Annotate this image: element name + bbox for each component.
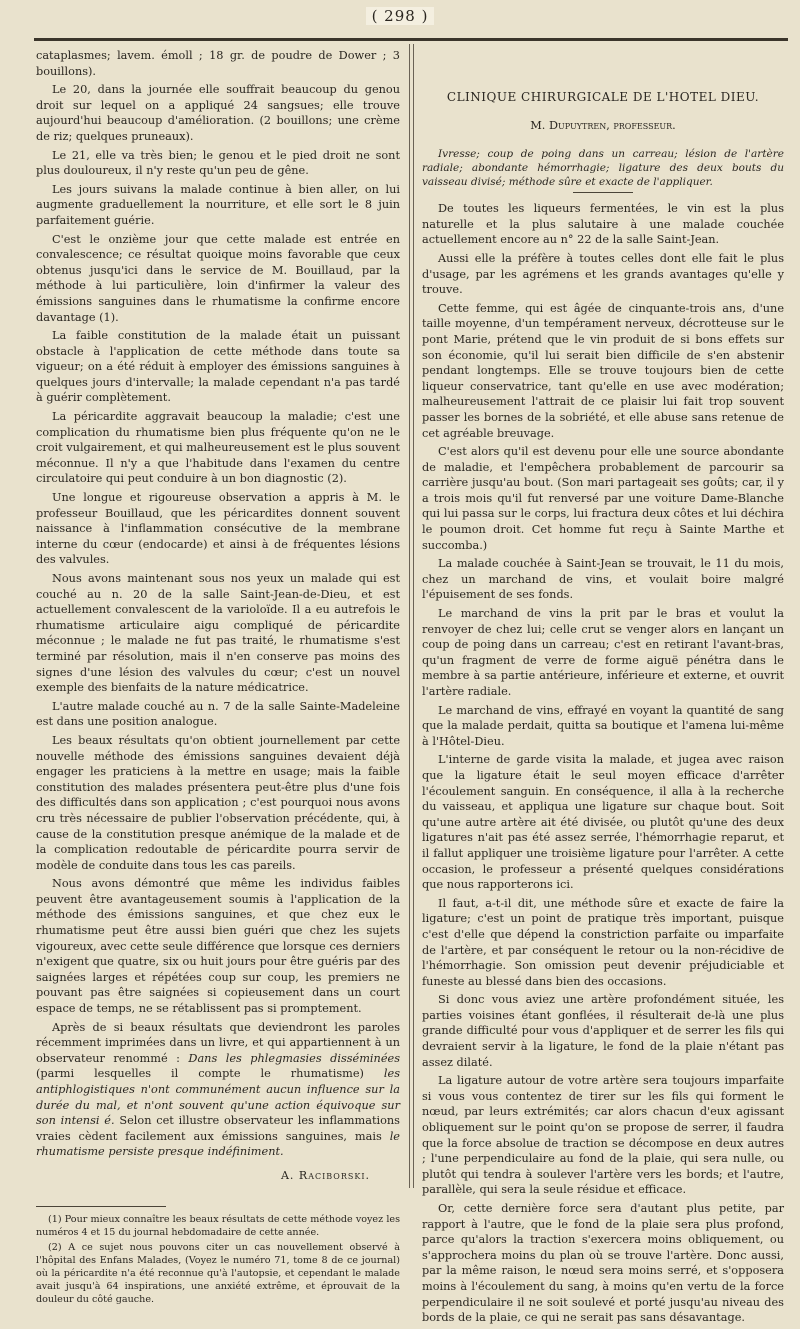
- paragraph: L'interne de garde visita la malade, et jugea avec raison que la ligature était le seul moyen efficace d'arrêter l'écoulement sanguin. En conséquence, il alla à la recherche du vaisseau, et appliqua une ligature sur chaque bout. Soit qu'une autre artère ait été divisée, ou plutôt qu'une des deux ligatures n'ait pas été assez serrée, l'hémorrhagie reparut, et il fallut appliquer une troisième ligature pour l'arrêter. A cette occasion, le professeur a présenté quelques considérations que nous rapporterons ici.: [422, 753, 784, 892]
- footnote-rule: [36, 1206, 166, 1207]
- column-divider: [413, 44, 414, 1188]
- paragraph: Le marchand de vins, effrayé en voyant la quantité de sang que la malade perdait, quitta sa boutique et l'amena lui-même à l'Hôtel-Dieu.: [422, 703, 784, 748]
- text-run: Selon cet illustre observateur les inflammations vraies cèdent facilement aux émissions sanguines, mais: [36, 1114, 400, 1143]
- paragraph: Le 21, elle va très bien; le genou et le pied droit ne sont plus douloureux, il n'y reste qu'un peu de gêne.: [36, 148, 400, 178]
- paragraph: C'est alors qu'il est devenu pour elle une source abondante de maladie, et l'empêchera probablement de parcourir sa carrière jusqu'au bout. (Son mari partageait ses goûts; car, il y a trois mois qu'il fut renversé par une voiture Dame-Blanche qui lui passa sur le corps, lui fractura deux côtes et lui déchira le poumon droit. Cet homme fut reçu à Sainte Marthe et succomba.): [422, 445, 784, 552]
- paragraph: La péricardite aggravait beaucoup la maladie; c'est une complication du rhumatisme bien plus fréquente qu'on ne le croit vulgairement, et qui malheureusement est le plus souvent méconnue. Il n'y a que l'habitude dans l'examen du centre circulatoire qui peut conduire à un bon diagnostic (2).: [36, 410, 400, 486]
- paragraph: Si donc vous aviez une artère profondément située, les parties voisines étant gonflées, il résulterait de-là une plus grande difficulté pour vous d'appliquer et de serrer les fils qui devraient servir à la ligature, le fond de la plaie n'étant pas assez dilaté.: [422, 993, 784, 1069]
- quoted-text: le rhumatisme persiste presque indéfiniment.: [36, 1129, 400, 1159]
- closing-paragraph: [36, 1020, 400, 1160]
- paragraph: De toutes les liqueurs fermentées, le vin est la plus naturelle et la plus salutaire à une malade couchée actuellement encore au n° 22 de la salle Saint-Jean.: [422, 202, 784, 247]
- paragraph: cataplasmes; lavem. émoll ; 18 gr. de poudre de Dower ; 3 bouillons).: [36, 49, 400, 78]
- paragraph: C'est le onzième jour que cette malade est entrée en convalescence; ce résultat quoique moins favorable que ceux obtenus jusqu'ici dans le service de M. Bouillaud, par la méthode à lui particulière, loin d'infirmer la valeur des émissions sanguines dans le rhumatisme la confirme encore davantage (1).: [36, 232, 400, 324]
- paragraph: L'autre malade couché au n. 7 de la salle Sainte-Madeleine est dans une position analogue.: [36, 699, 400, 729]
- paragraph: Les beaux résultats qu'on obtient journellement par cette nouvelle méthode des émissions sanguines devaient déjà engager les praticiens à la mettre en usage; mais la faible constitution des malades présentera peut-être plus d'une fois des difficultés dans son application ; c'est pourquoi nous avons cru très nécessaire de publier l'observation précédente, qui, à cause de la constitution presque anémique de la malade et de la complication redoutable de péricardite pourra servir de modèle de conduite dans tous les cas pareils.: [36, 733, 400, 872]
- paragraph: Il faut, a-t-il dit, une méthode sûre et exacte de faire la ligature; c'est un point de pratique très important, puisque c'est d'elle que dépend la constriction parfaite ou imparfaite de l'artère, et par conséquent le retour ou la non-récidive de l'hémorrhagie. Son omission peut devenir préjudiciable et funeste au blessé dans bien des occasions.: [422, 896, 784, 988]
- paragraph: Le marchand de vins la prit par le bras et voulut la renvoyer de chez lui; celle crut se venger alors en lançant un coup de poing dans un carreau; c'est en retirant l'avant-bras, qu'un fragment de verre de forme aiguë pénétra dans le membre à sa partie antérieure, inférieure et externe, et ouvrit l'artère radiale.: [422, 607, 784, 698]
- paragraph: La faible constitution de la malade était un puissant obstacle à l'application de cette méthode dans toute sa vigueur; on a été réduit à employer des émissions sanguines à quelques jours d'intervalle; la malade cependant n'a pas tardé à guérir complètement.: [36, 329, 400, 405]
- paragraph: Aussi elle la préfère à toutes celles dont elle fait le plus d'usage, par les agrémens et les grands avantages qu'elle y trouve.: [422, 251, 784, 297]
- page-number: ( 298 ): [366, 7, 435, 25]
- author-signature: A. Raciborski.: [280, 1168, 370, 1182]
- paragraph: Nous avons maintenant sous nos yeux un malade qui est couché au n. 20 de la salle Saint-Jean-de-Dieu, et est actuellement convalescent de la varioloïde. Il a eu autrefois le rhumatisme articulaire aigu compliqué de péricardite méconnue ; le malade ne fut pas traité, le rhumatisme s'est terminé par résolution, mais il n'en conserve pas moins des signes d'une lésion des valvules du cœur; c'est un nouvel exemple des bienfaits de la nature médicatrice.: [36, 572, 400, 695]
- header-rule: [34, 38, 788, 44]
- column-divider: [409, 44, 410, 1188]
- footnote: (1) Pour mieux connaître les beaux résultats de cette méthode voyez les numéros 4 et 15 du journal hebdomadaire de cette année.: [36, 1213, 400, 1238]
- quoted-text: les antiphlogistiques n'ont communément aucun influence sur la durée du mal, et n'ont souvent qu'une action équivoque sur son intensi é.: [36, 1067, 400, 1128]
- article-professor: M. Dupuytren, professeur.: [530, 118, 676, 132]
- paragraph: Cette femme, qui est âgée de cinquante-trois ans, d'une taille moyenne, d'un tempérament nerveux, décrotteuse sur le pont Marie, prétend que le vin produit de si bons effets sur son économie, qu'il lui serait bien difficile de s'en abstenir pendant longtemps. Elle se trouve toujours bien de cette liqueur conservatrice, tant qu'elle en use avec modération; malheureusement l'attrait de ce plaisir lui fait trop souvent passer les bornes de la sobriété, et elle abuse sans retenue de cet agréable breuvage.: [422, 301, 784, 440]
- right-column: [422, 48, 784, 1329]
- paragraph: Le 20, dans la journée elle souffrait beaucoup du genou droit sur lequel on a appliqué 24 sangsues; elle trouve aujourd'hui beaucoup d'amélioration. (2 bouillons; une crème de riz; quelques pruneaux).: [36, 83, 400, 143]
- paragraph: Or, cette dernière force sera d'autant plus petite, par rapport à l'autre, que le fond de la plaie sera plus profond, parce qu'alors la traction s'exercera moins obliquement, ou s'approchera moins du plan où se trouve l'artère. Donc aussi, par la même raison, le nœud sera moins serré, et s'opposera moins à l'écoulement du sang, à moins qu'en vertu de la force perpendiculaire il ne soit soulevé et porté jusqu'au niveau des bords de la plaie, ce qui ne serait pas sans désavantage.: [422, 1202, 784, 1325]
- footnote: (2) A ce sujet nous pouvons citer un cas nouvellement observé à l'hôpital des Enfans Malades, (Voyez le numéro 71, tome 8 de ce journal) où la péricardite n'a été reconnue qu'à l'autopsie, et cependant le malade avait jusqu'à 64 inspirations, une anxiété extrême, et éprouvait de la douleur du côté gauche.: [36, 1241, 400, 1305]
- paragraph: La malade couchée à Saint-Jean se trouvait, le 11 du mois, chez un marchand de vins, et voulait boire malgré l'épuisement de ses fonds.: [422, 557, 784, 602]
- paragraph: Nous avons démontré que même les individus faibles peuvent être avantageusement soumis à l'application de la méthode des émissions sanguines, et que chez eux le rhumatisme peut être aussi bien guéri que chez les sujets vigoureux, avec cette seule différence que lorsque ces derniers n'exigent que quatre, six ou huit jours pour être guéris par des saignées larges et répétées coup sur coup, les premiers ne pouvant pas être saignées si copieusement dans un court espace de temps, ne se rétablissent pas si promptement.: [36, 877, 400, 1016]
- text-run: Après de si beaux résultats que deviendront les paroles récemment imprimées dans un livre, et qui appartiennent à un observateur renommé :: [36, 1020, 400, 1065]
- text-run: (parmi lesquelles il compte le rhumatisme): [36, 1067, 384, 1081]
- left-column: [36, 48, 400, 1308]
- paragraph: Une longue et rigoureuse observation a appris à M. le professeur Bouillaud, que les péricardites donnent souvent naissance à l'inflammation consécutive de la membrane interne du cœur (endocarde) et ainsi à de fréquentes lésions des valvules.: [36, 491, 400, 567]
- quoted-text: Dans les phlegmasies disséminées: [188, 1051, 400, 1065]
- article-title: CLINIQUE CHIRURGICALE DE L'HOTEL DIEU.: [446, 90, 760, 104]
- summary-rule: [573, 192, 633, 193]
- paragraph: Les jours suivans la malade continue à bien aller, on lui augmente graduellement la nourriture, et elle sort le 8 juin parfaitement guérie.: [36, 182, 400, 227]
- article-summary: Ivresse; coup de poing dans un carreau; lésion de l'artère radiale; abondante hémorrhagie; ligature des deux bouts du vaisseau divisé; méthode sûre et exacte de l'appliquer.: [422, 148, 784, 189]
- footnotes: [36, 1213, 400, 1306]
- page-header: [0, 6, 800, 25]
- paragraph: La ligature autour de votre artère sera toujours imparfaite si vous vous contentez de tirer sur les fils qui forment le nœud, par leurs extrémités; car alors chacun d'eux agissant obliquement sur le point qu'on se propose de serrer, il faudra que la force absolue de traction se décompose en deux autres ; l'une perpendiculaire au fond de la plaie, qui sera nulle, ou plutôt qui tendra à soulever l'artère vers les bords; et l'autre, parallèle, qui sera la seule résidue et efficace.: [422, 1074, 784, 1197]
